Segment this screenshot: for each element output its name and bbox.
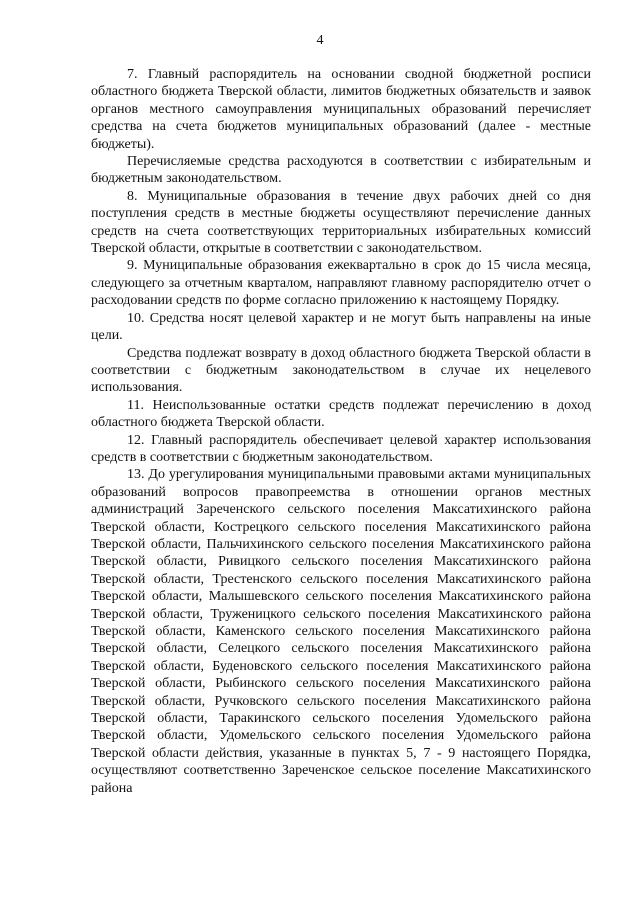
paragraph-13: 13. До урегулирования муниципальными правовыми актами муниципальных образований вопросов правопреемства в отношении органов местных администраций Зареченского сельского поселения Максатихинского района Тверской области, Кострецкого сельского поселения Максатихинского района Тверской области, Пальчихинского сельского поселения Максатихинского района Тверской области, Ривицкого сельского поселения Максатихинского района Тверской области, Трестенского сельского поселения Максатихинского района Тверской области, Малышевского сельского поселения Максатихинского района Тверской области, Труженицкого сельского поселения Максатихинского района Тверской области, Каменского сельского поселения Максатихинского района Тверской области, Селецкого сельского поселения Максатихинского района Тверской области, Буденовского сельского поселения Максатихинского района Тверской области, Рыбинского сельского поселения Максатихинского района Тверской области, Ручковского сельского поселения Максатихинского района Тверской области, Таракинского сельского поселения Удомельского района Тверской области, Удомельского сельского поселения Удомельского района Тверской области действия, указанные в пунктах 5, 7 - 9 настоящего Порядка, осуществляют соответственно Зареченское сельское поселение Максатихинского района: [91, 467, 591, 796]
paragraph-10-continued: Средства подлежат возврату в доход областного бюджета Тверской области в соответствии с бюджетным законодательством в случае их нецелевого использования.: [91, 345, 591, 396]
paragraph-8: 8. Муниципальные образования в течение двух рабочих дней со дня поступления средств в местные бюджеты осуществляют перечисление данных средств на счета соответствующих территориальных избирательных комиссий Тверской области, открытые в соответствии с законодательством.: [91, 188, 591, 257]
paragraph-11: 11. Неиспользованные остатки средств подлежат перечислению в доход областного бюджета Тверской области.: [91, 397, 591, 431]
paragraph-12: 12. Главный распорядитель обеспечивает целевой характер использования средств в соответствии с бюджетным законодательством.: [91, 432, 591, 465]
paragraph-9: 9. Муниципальные образования ежеквартально в срок до 15 числа месяца, следующего за отчетным кварталом, направляют главному распорядителю отчет о расходовании средств по форме согласно приложению к настоящему Порядку.: [91, 258, 591, 309]
page-number: 4: [316, 33, 324, 48]
paragraph-10: 10. Средства носят целевой характер и не могут быть направлены на иные цели.: [91, 310, 591, 344]
document-body: [91, 66, 591, 797]
paragraph-7-continued: Перечисляемые средства расходуются в соответствии с избирательным и бюджетным законодательством.: [91, 154, 591, 187]
paragraph-7: 7. Главный распорядитель на основании сводной бюджетной росписи областного бюджета Тверской области, лимитов бюджетных обязательств и заявок органов местного самоуправления муниципальных образований перечисляет средства на счета бюджетов муниципальных образований (далее - местные бюджеты).: [91, 67, 591, 152]
